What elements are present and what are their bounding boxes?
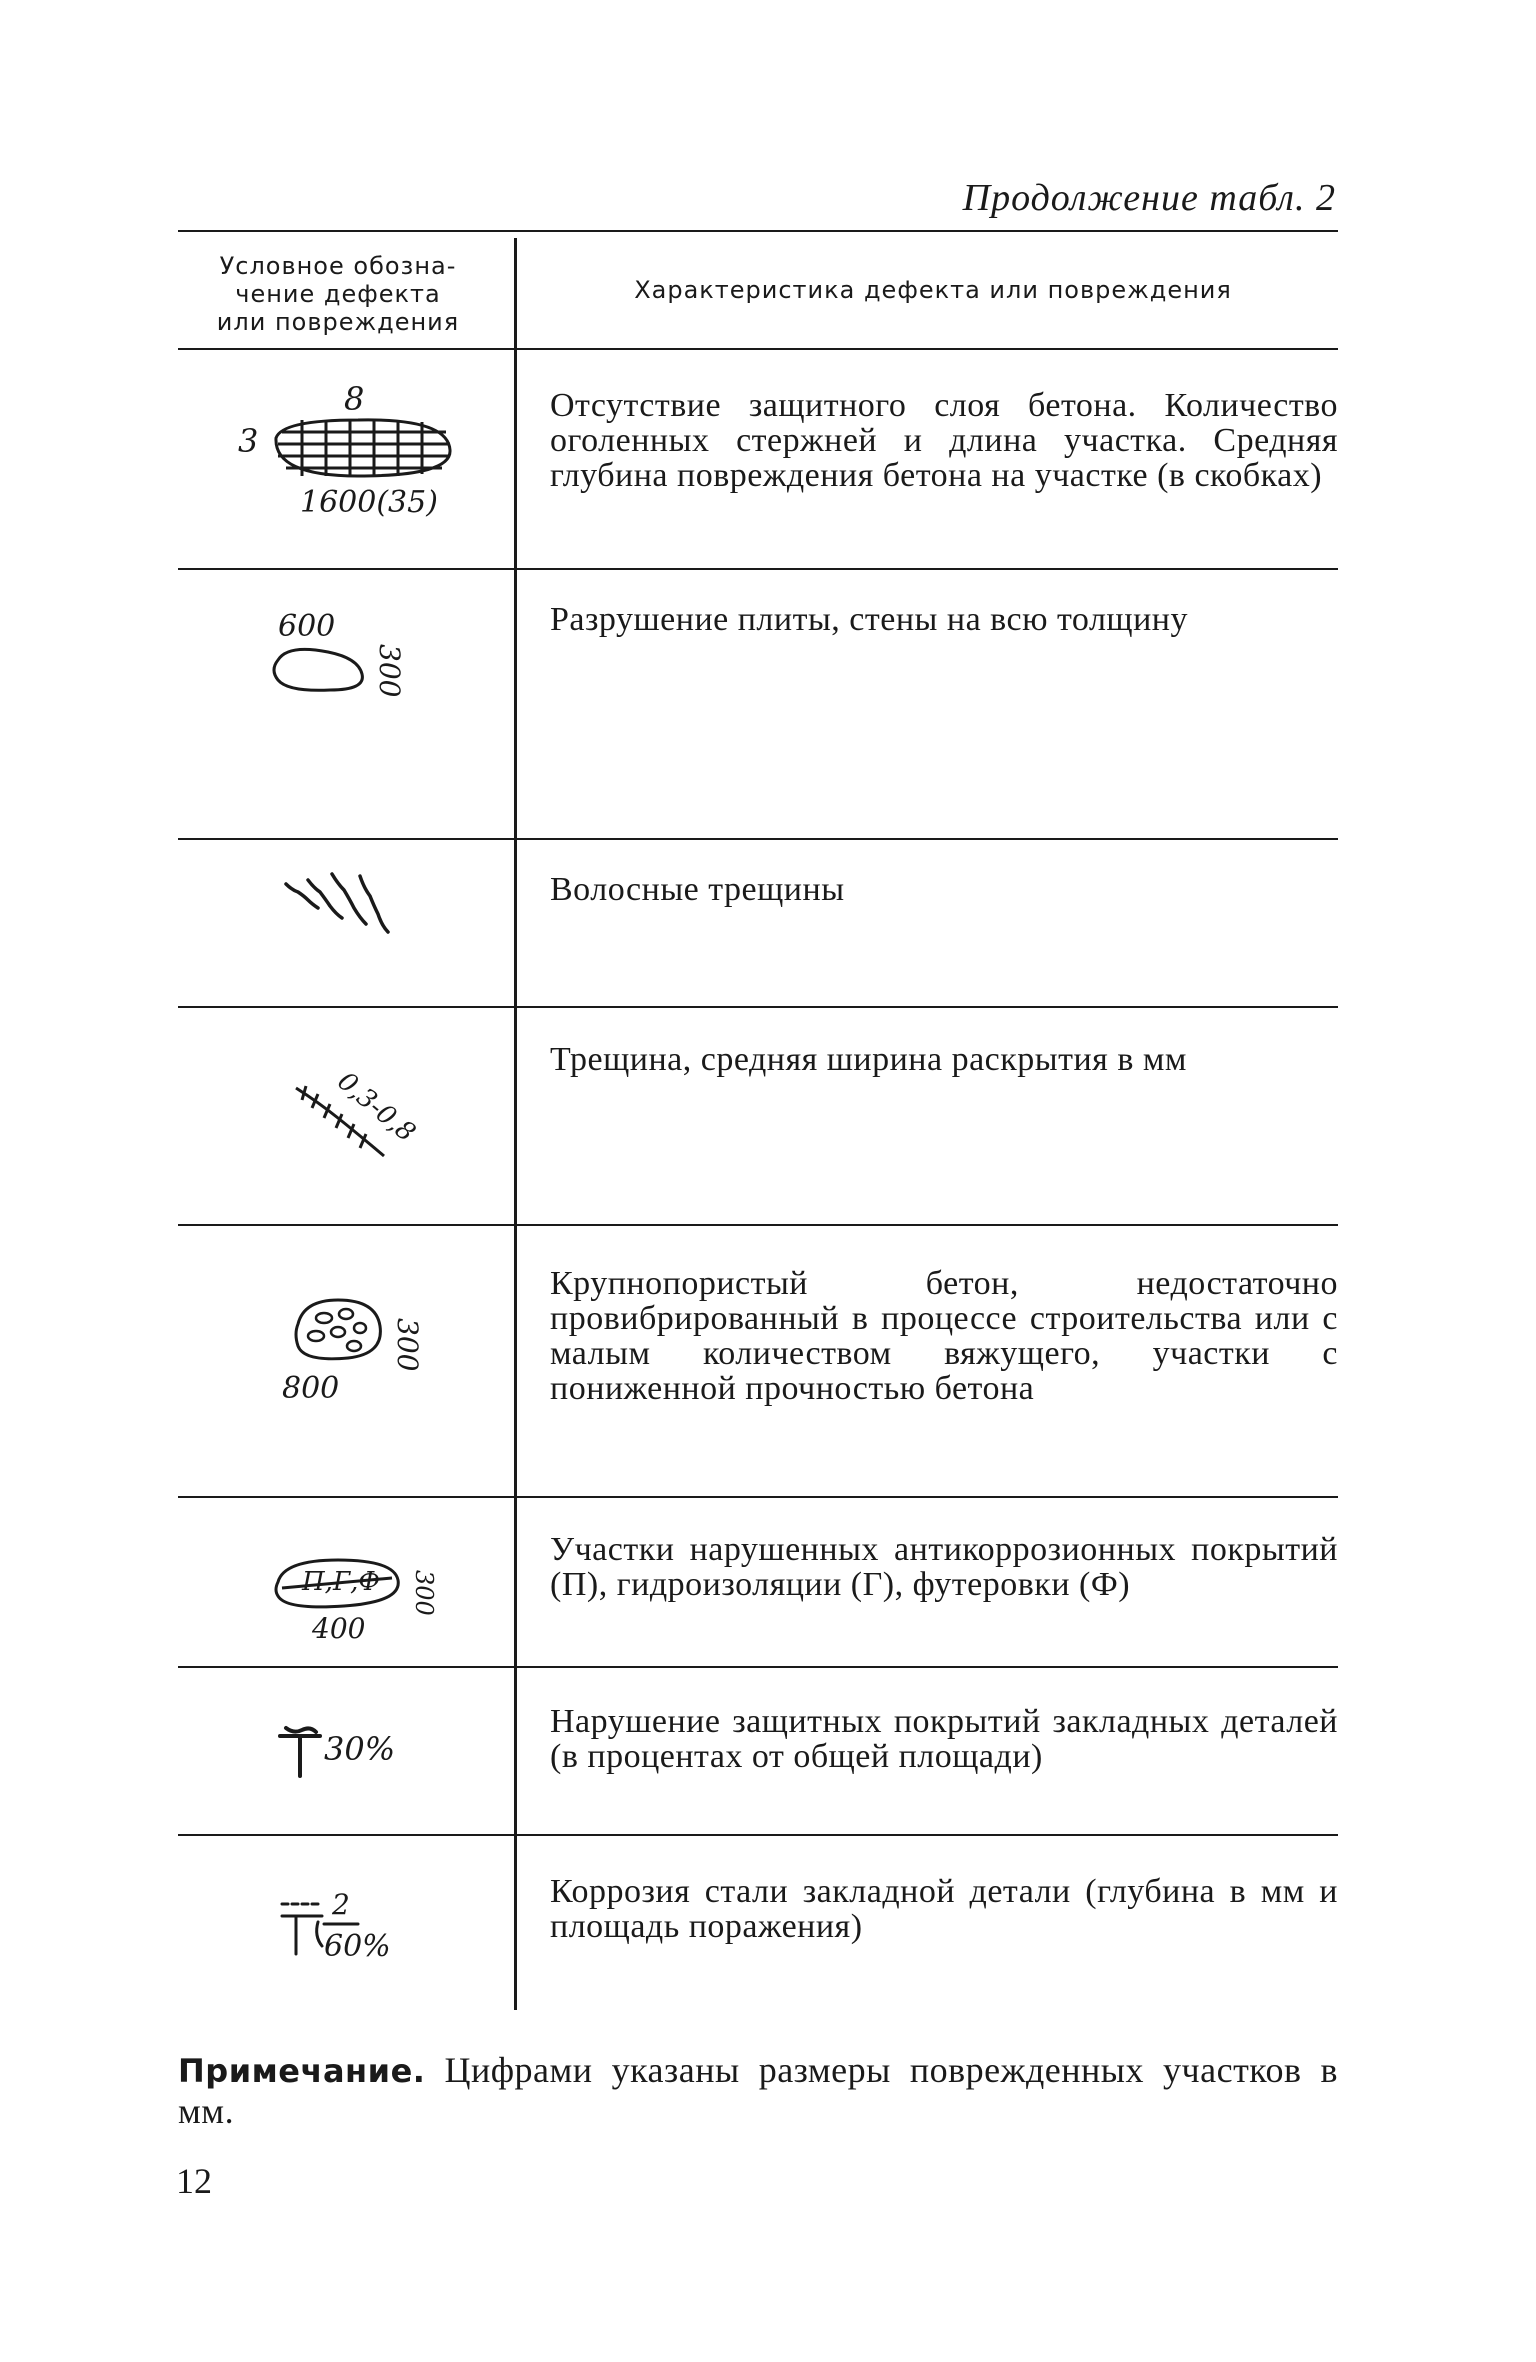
row-divider	[178, 1666, 1338, 1668]
defects-table	[178, 230, 1338, 2010]
symbol-label-left: 3	[238, 422, 259, 460]
embedded-part-coating-icon	[274, 1710, 474, 1790]
symbol-label-right: 300	[410, 1570, 438, 1616]
symbol-label-top: 8	[344, 380, 365, 418]
symbol-label-inside: П,Г,Ф	[302, 1567, 380, 1597]
defect-description: Отсутствие защитного слоя бетона. Количество оголенных стержней и длина участка. Средняя глубина повреждения бетона на участке (в скобках)	[550, 387, 1338, 494]
defect-description: Волосные трещины	[550, 871, 845, 908]
row-divider	[178, 838, 1338, 840]
defect-description: Разрушение плиты, стены на всю толщину	[550, 601, 1189, 638]
symbol-label-bottom: 400	[312, 1612, 366, 1645]
symbol-label-bottom: 800	[282, 1371, 340, 1406]
symbol-label-bottom: 60%	[324, 1929, 391, 1964]
symbol-label-right: 300	[373, 644, 406, 698]
symbol-label-bottom: 1600(35)	[300, 485, 438, 520]
page-number: 12	[176, 2161, 212, 2201]
mesh-patch-icon	[238, 380, 478, 520]
row-divider	[178, 568, 1338, 570]
defect-description: Трещина, средняя ширина раскрытия в мм	[550, 1041, 1187, 1078]
defect-description: Крупнопористый бетон, недостаточно провибрированный в процессе строительства или с малым количеством вяжущего, участки с пониженной прочностью бетона	[550, 1265, 1338, 1407]
header-bottom-rule	[178, 348, 1338, 350]
defect-description: Нарушение защитных покрытий закладных деталей (в процентах от общей площади)	[550, 1703, 1338, 1775]
row-divider	[178, 1834, 1338, 1836]
header-description-column: Характеристика дефекта или повреждения	[634, 276, 1232, 304]
column-divider	[514, 238, 517, 2010]
table-continuation-label: Продолжение табл. 2	[962, 177, 1336, 219]
defect-description: Коррозия стали закладной детали (глубина в мм и площадь поражения)	[550, 1873, 1338, 1945]
hole-outline-icon	[258, 600, 458, 730]
header-symbol-column: Условное обозна- чение дефекта или повреждения	[216, 252, 460, 336]
porous-concrete-icon	[268, 1270, 468, 1420]
note-label: Примечание.	[178, 2052, 426, 2090]
row-divider	[178, 1006, 1338, 1008]
coating-damage-icon	[268, 1530, 488, 1660]
note-text: Цифрами указаны размеры поврежденных участков в мм.	[178, 2050, 1338, 2131]
row-divider	[178, 1224, 1338, 1226]
hairline-cracks-icon	[278, 870, 418, 950]
symbol-label-top: 2	[332, 1888, 350, 1921]
symbol-label-right: 300	[391, 1318, 424, 1372]
crack-line-icon	[288, 1060, 448, 1180]
table-top-rule	[178, 230, 1338, 232]
symbol-label-top: 600	[278, 609, 336, 644]
symbol-label-top: 0,3-0,8	[331, 1066, 421, 1149]
row-divider	[178, 1496, 1338, 1498]
embedded-part-corrosion-icon	[274, 1866, 474, 1976]
table-note	[178, 2050, 1338, 2131]
defect-description: Участки нарушенных антикоррозионных покрытий (П), гидроизоляции (Г), футеровки (Ф)	[550, 1531, 1338, 1603]
symbol-label-right: 30%	[324, 1730, 396, 1768]
